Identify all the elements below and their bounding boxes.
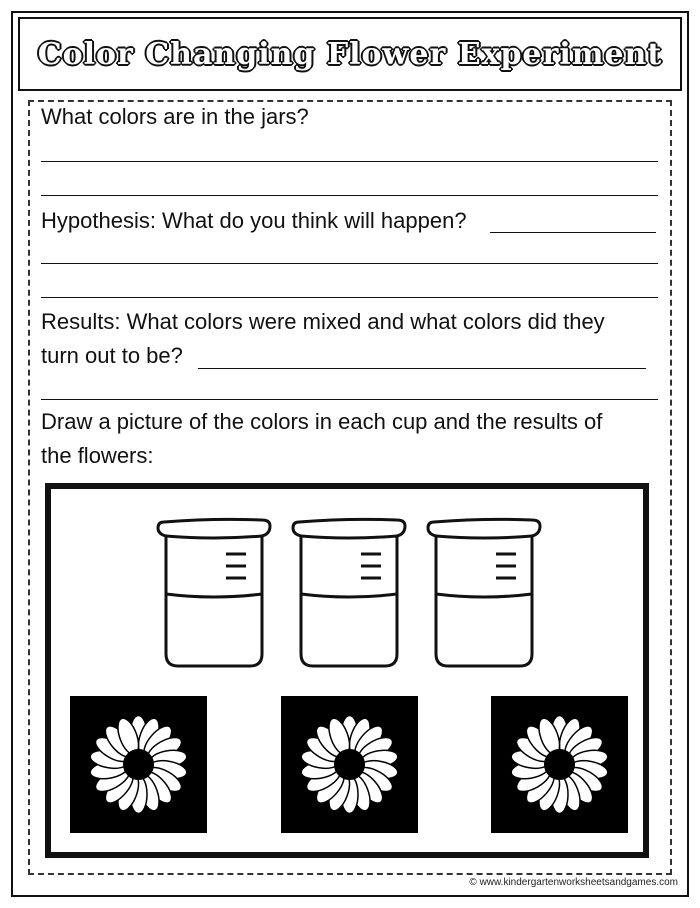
daisy-icon [281, 696, 418, 833]
copyright-credit: © www.kindergartenworksheetsandgames.com [469, 877, 678, 888]
drawing-area[interactable] [45, 483, 649, 858]
answer-line[interactable] [41, 297, 658, 298]
beaker-icon [154, 514, 274, 672]
question-results: Results: What colors were mixed and what colors did they [41, 309, 605, 334]
flower-tile [491, 696, 628, 833]
flower-tile [70, 696, 207, 833]
answer-line[interactable] [41, 263, 658, 264]
beaker-icon [424, 514, 544, 672]
answer-line[interactable] [41, 195, 658, 196]
beaker-icon [289, 514, 409, 672]
title-banner [18, 17, 682, 91]
question-results-cont: turn out to be? [41, 343, 183, 368]
page-title: Color Changing Flower Experiment [37, 36, 663, 72]
flower-tile [281, 696, 418, 833]
answer-line[interactable] [41, 161, 658, 162]
answer-line[interactable] [41, 399, 658, 400]
daisy-icon [491, 696, 628, 833]
flower-center [124, 750, 154, 780]
question-jars: What colors are in the jars? [41, 104, 309, 129]
answer-line[interactable] [490, 232, 656, 233]
flower-center [335, 750, 365, 780]
question-hypothesis: Hypothesis: What do you think will happen? [41, 208, 467, 233]
draw-instruction: Draw a picture of the colors in each cup and the results of [41, 409, 603, 434]
answer-line[interactable] [198, 368, 646, 369]
daisy-icon [70, 696, 207, 833]
flower-center [545, 750, 575, 780]
draw-instruction-cont: the flowers: [41, 443, 154, 468]
